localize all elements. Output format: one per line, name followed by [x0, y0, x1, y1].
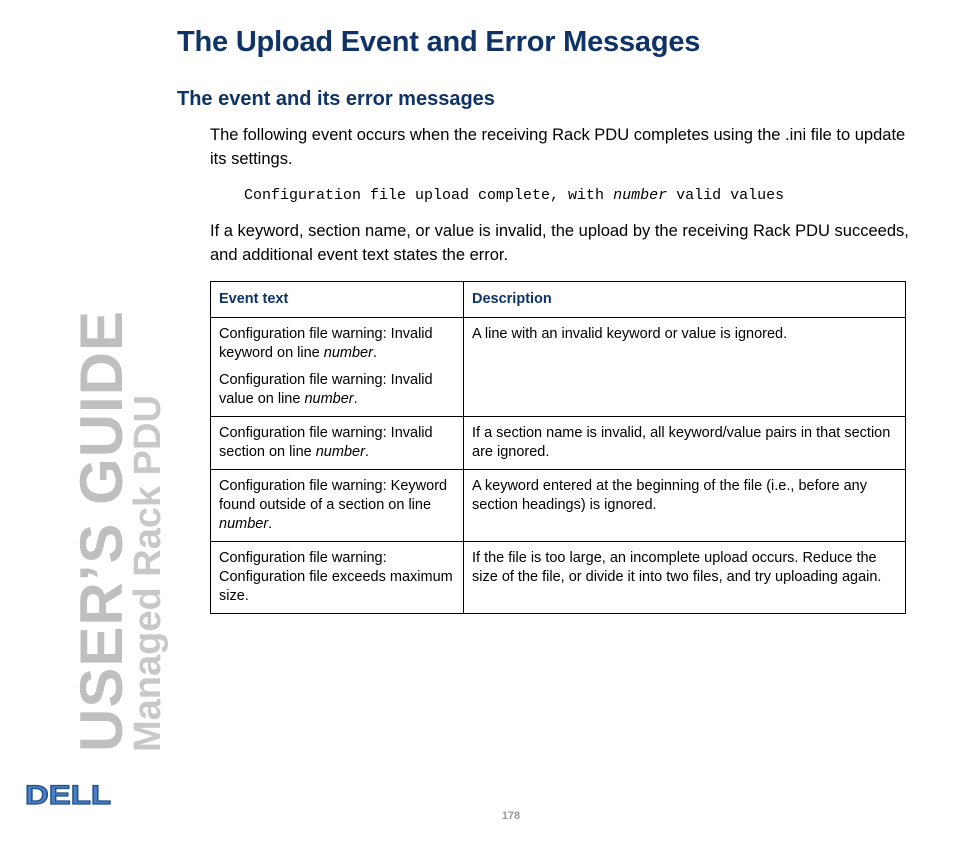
event-text — [219, 424, 455, 462]
table-row — [211, 542, 906, 614]
description-cell: A keyword entered at the beginning of the file (i.e., before any section headings) is ignored. — [464, 470, 906, 542]
event-text-cell — [211, 417, 464, 470]
description-cell: If a section name is invalid, all keyword/value pairs in that section are ignored. — [464, 417, 906, 470]
logo-text: DELL — [25, 780, 111, 807]
event-text-variable: number — [304, 391, 354, 407]
intro-paragraph: The following event occurs when the receiving Rack PDU completes using the .ini file to update its settings. — [210, 126, 906, 168]
description-cell: A line with an invalid keyword or value is ignored. — [464, 318, 906, 417]
page-number: 178 — [501, 810, 521, 822]
event-message-suffix: valid values — [667, 187, 785, 204]
table-row — [211, 318, 906, 417]
event-message-variable: number — [613, 187, 668, 204]
event-text-variable: number — [315, 444, 365, 460]
event-text — [219, 477, 455, 534]
page-title: The Upload Event and Error Messages — [177, 26, 701, 58]
event-text-variable: number — [323, 345, 373, 361]
event-error-table — [210, 281, 906, 614]
sidebar-product-name: Managed Rack PDU — [127, 395, 169, 752]
error-paragraph: If a keyword, section name, or value is invalid, the upload by the receiving Rack PDU succeeds, and additional event text states the error. — [210, 222, 909, 264]
event-text-body: Configuration file warning: Invalid value on line — [219, 372, 433, 407]
event-text-body: Configuration file warning: Invalid section on line — [219, 425, 433, 460]
header-event-text: Event text — [211, 282, 464, 318]
table-row — [211, 417, 906, 470]
event-message-prefix: Configuration file upload complete, with — [244, 187, 614, 204]
table-row — [211, 470, 906, 542]
event-text — [219, 371, 455, 409]
event-text-end: . — [364, 444, 369, 460]
event-text-variable: number — [219, 516, 269, 532]
event-text-end: . — [372, 345, 377, 361]
event-text-cell — [211, 542, 464, 614]
header-description: Description — [464, 282, 906, 318]
event-text-body: Configuration file warning: Keyword found outside of a section on line — [219, 478, 448, 513]
event-text-end: . — [268, 516, 273, 532]
section-title: The event and its error messages — [177, 88, 495, 110]
event-text-body: Configuration file warning: Invalid keyword on line — [219, 326, 433, 361]
dell-logo — [24, 779, 112, 807]
event-text — [219, 549, 455, 606]
table-header-row — [211, 282, 906, 318]
sidebar-guide-title: USER’S GUIDE — [68, 309, 135, 752]
event-text — [219, 325, 455, 363]
event-text-body: Configuration file warning: Configuration file exceeds maximum size. — [219, 550, 453, 604]
description-cell: If the file is too large, an incomplete upload occurs. Reduce the size of the file, or divide it into two files, and try uploading again. — [464, 542, 906, 614]
event-message-line — [244, 185, 784, 207]
event-text-cell — [211, 470, 464, 542]
event-text-end: . — [353, 391, 358, 407]
event-text-cell — [211, 318, 464, 417]
